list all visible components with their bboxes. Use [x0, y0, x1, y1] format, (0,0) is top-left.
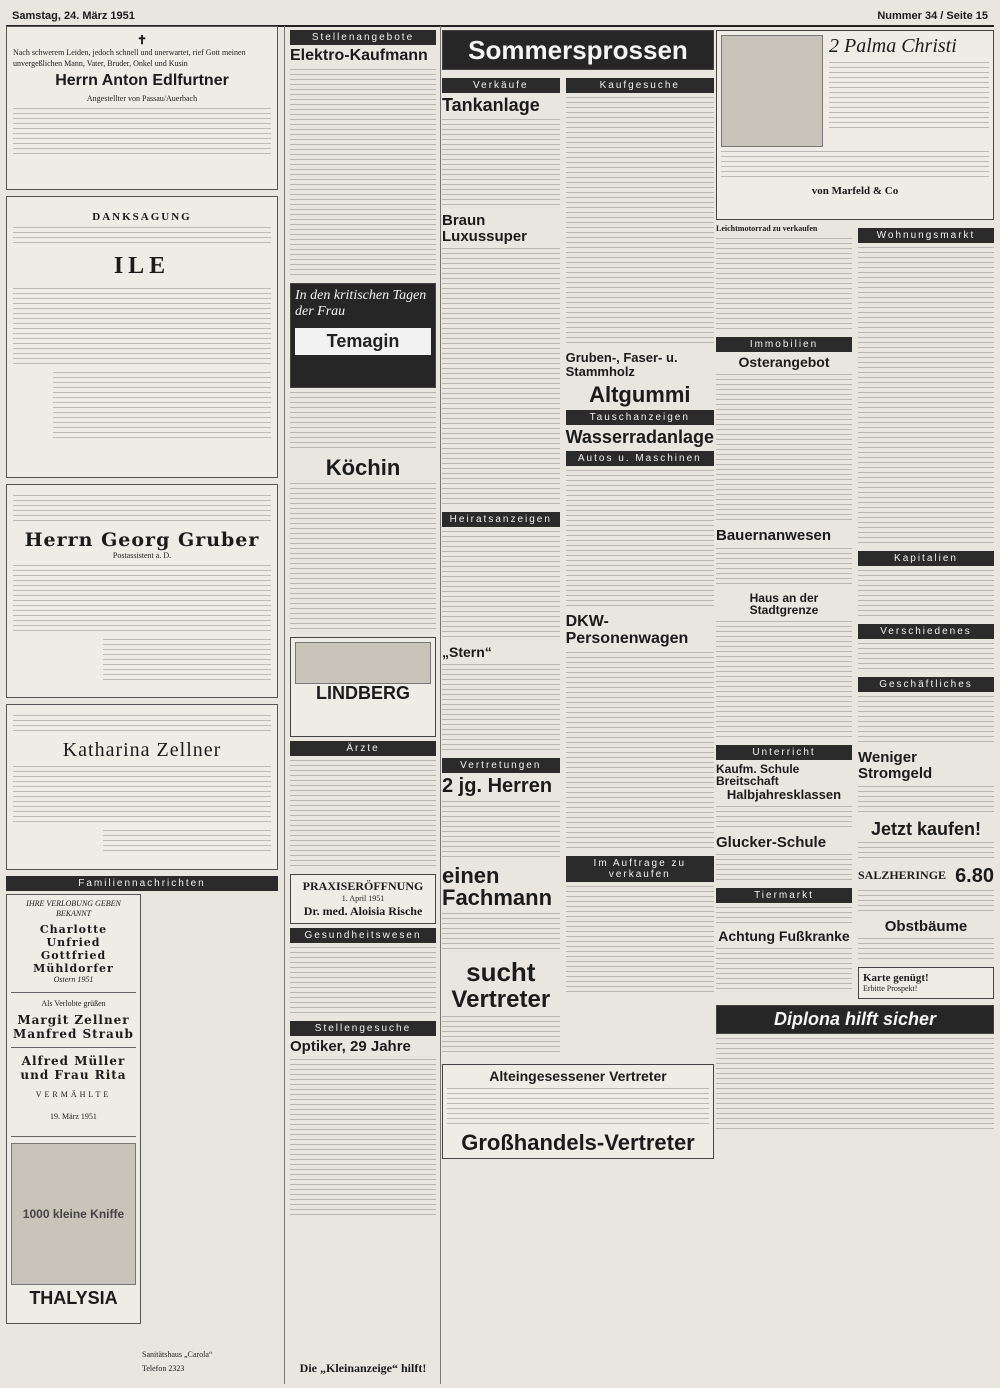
ad-dkw: DKW-Personenwagen	[565, 613, 689, 647]
section-unterricht: Unterricht	[716, 745, 852, 760]
ad-fusskranke: Achtung Fußkranke	[718, 928, 850, 945]
section-geschaeftliches: Geschäftliches	[858, 677, 994, 692]
married-label: VERMÄHLTE	[35, 1089, 112, 1099]
section-tausch: Tauschanzeigen	[566, 410, 714, 425]
text-lines	[716, 374, 852, 524]
ad-leichtmotorrad: Leichtmotorrad zu verkaufen	[716, 224, 818, 233]
couple2a: Margit Zellner	[17, 1012, 130, 1027]
text-lines	[858, 643, 994, 673]
accordion-illustration	[295, 642, 431, 684]
ad-obstbaeume: Obstbäume	[884, 917, 968, 935]
ad-tankanlage: Tankanlage	[442, 95, 540, 115]
text-lines	[103, 830, 271, 855]
couple1a: Charlotte Unfried	[39, 923, 108, 950]
thalysia-shop-name: Sanitätshaus „Carola“	[142, 1349, 213, 1359]
market-row-1	[442, 74, 714, 1060]
text-lines	[716, 548, 852, 588]
text-lines	[721, 151, 989, 181]
engaged-title: IHRE VERLOBUNG GEBEN BEKANNT	[26, 899, 121, 919]
ad-temagin	[290, 283, 436, 388]
thanks-zellner	[6, 704, 278, 870]
karte-sub: Erbitte Prospekt!	[863, 984, 918, 994]
section-stellenangebote: Stellenangebote	[290, 30, 436, 45]
section-kapitalien: Kapitalien	[858, 551, 994, 566]
column-market	[438, 26, 718, 1384]
divider	[11, 992, 136, 993]
text-lines	[829, 62, 989, 132]
text-lines	[858, 696, 994, 746]
ad-luxussuper: Braun Luxussuper	[442, 211, 528, 245]
thanks-gruber	[6, 484, 278, 698]
text-lines	[858, 938, 994, 963]
engaged2: Als Verlobte grüßen	[41, 998, 106, 1008]
ad-ostergebot: Osterangebot	[738, 354, 830, 371]
text-lines	[13, 495, 271, 525]
thanks-name: ILE	[113, 253, 171, 279]
text-lines	[858, 786, 994, 816]
ad-altgummi: Altgummi	[589, 382, 691, 408]
text-lines	[442, 531, 560, 641]
column-jobs	[286, 26, 441, 1384]
col-kaufgesuche	[566, 74, 714, 1060]
text-lines	[447, 1088, 709, 1128]
section-immobilien: Immobilien	[716, 337, 852, 352]
text-lines	[290, 1059, 436, 1219]
ad-praxis	[290, 874, 436, 924]
lindberg-brand: LINDBERG	[316, 682, 410, 703]
section-wohnungsmarkt: Wohnungsmarkt	[858, 228, 994, 243]
market-row-right	[716, 224, 994, 1003]
text-lines	[858, 890, 994, 915]
text-lines	[13, 288, 271, 368]
divider	[11, 1136, 136, 1137]
page-header	[6, 0, 994, 27]
section-autos: Autos u. Maschinen	[566, 451, 714, 466]
text-lines	[13, 565, 271, 635]
thalysia-badge: 1000 kleine Kniffe	[22, 1207, 125, 1222]
palma-title: 2 Palma Christi	[829, 35, 957, 57]
salzheringe-price: 6.80	[955, 864, 994, 887]
text-lines	[858, 247, 994, 547]
ad-glucker: Glucker-Schule	[716, 833, 827, 851]
ad-herren: 2 jg. Herren	[442, 775, 553, 798]
column-obituaries	[6, 26, 285, 1384]
section-gesundheit: Gesundheitswesen	[290, 928, 436, 943]
palma-text	[829, 35, 989, 147]
thanks-zellner-name: Katharina Zellner	[62, 739, 222, 761]
ad-stern: „Stern“	[442, 644, 492, 661]
ad-palma	[716, 30, 994, 220]
couple3a: Alfred Müller	[21, 1053, 126, 1068]
grosshandels-title: Großhandels-Vertreter	[461, 1129, 695, 1155]
thalysia-shop	[142, 1350, 212, 1360]
text-lines	[566, 652, 714, 852]
ad-elektro: Elektro-Kaufmann	[290, 47, 428, 64]
obituary-intro: Nach schwerem Leiden, jedoch schnell und unerwartet, rief Gott meinen unvergeßlichen Mann, Vater, Bruder, Onkel und Kusin	[13, 48, 246, 68]
thalysia-brand: THALYSIA	[29, 1288, 118, 1309]
text-lines	[290, 947, 436, 1017]
divider	[11, 1047, 136, 1048]
text-lines	[290, 483, 436, 633]
section-family: Familiennachrichten	[6, 876, 278, 891]
text-lines	[566, 470, 714, 610]
section-vertretungen: Vertretungen	[442, 758, 560, 773]
text-lines	[716, 621, 852, 741]
text-lines	[442, 913, 560, 953]
header-date: Samstag, 24. März 1951	[12, 10, 135, 22]
ad-jetzt-kaufen: Jetzt kaufen!	[870, 818, 982, 839]
thanks-gruber-role: Postassistent a. D.	[112, 551, 172, 560]
ad-vertreter: Vertreter	[451, 986, 551, 1014]
text-lines	[290, 69, 436, 279]
ad-stromgeld: Weniger Stromgeld	[858, 749, 933, 782]
text-lines	[53, 372, 271, 442]
col-wohnungsmarkt	[858, 224, 994, 1003]
couple3b: und Frau Rita	[20, 1067, 127, 1082]
ad-alteingesessener	[442, 1064, 714, 1159]
temagin-headline: In den kritischen Tagen der Frau	[295, 287, 427, 319]
col-immobilien	[716, 224, 852, 1003]
ad-grubenholz: Gruben-, Faser- u. Stammholz	[565, 350, 678, 379]
alteingesessener-title: Alteingesessener Vertreter	[489, 1068, 667, 1085]
ad-diplona	[716, 1005, 994, 1034]
obituary-name: Herrn Anton Edlfurtner	[55, 71, 229, 89]
ad-sucht: sucht	[466, 957, 536, 988]
diplona-title: Diplona hilft sicher	[773, 1009, 937, 1030]
thanks-title: DANKSAGUNG	[92, 211, 192, 223]
ad-halbjahresklassen: Halbjahresklassen	[726, 787, 842, 803]
text-lines	[716, 238, 852, 333]
ad-karte	[858, 967, 994, 999]
couple1b: Gottfried Mühldorfer	[33, 949, 114, 976]
section-verkaeufe: Verkäufe	[442, 78, 560, 93]
text-lines	[290, 392, 436, 452]
col-verkaeufe	[442, 74, 560, 1060]
karte-title: Karte genügt!	[863, 972, 929, 985]
praxis-date: 1. April 1951	[341, 893, 385, 903]
section-tiermarkt: Tiermarkt	[716, 888, 852, 903]
section-aerzte: Ärzte	[290, 741, 436, 756]
praxis-title: PRAXISERÖFFNUNG	[302, 878, 424, 893]
ad-wasserrad: Wasserradanlage	[565, 427, 714, 448]
section-stellengesuche: Stellengesuche	[290, 1021, 436, 1036]
text-lines	[442, 1016, 560, 1056]
text-lines	[716, 948, 852, 993]
text-lines	[566, 97, 714, 347]
ad-lindberg	[290, 637, 436, 737]
woman-figure-illustration	[11, 1143, 136, 1285]
plant-illustration	[721, 35, 823, 147]
palma-row	[721, 35, 989, 147]
palma-company: von Marfeld & Co	[811, 185, 899, 197]
salzheringe-title: SALZHERINGE	[858, 868, 947, 882]
text-lines	[13, 766, 271, 826]
thanks-gruber-name: Herrn Georg Gruber	[24, 529, 260, 551]
text-lines	[442, 119, 560, 209]
text-lines	[442, 801, 560, 861]
ad-salzheringe	[858, 866, 994, 886]
text-lines	[442, 248, 560, 508]
thalysia-phone: Telefon 2323	[142, 1363, 185, 1373]
text-lines	[858, 570, 994, 620]
couple2b: Manfred Straub	[13, 1026, 134, 1041]
ad-bauernanwesen: Bauernanwesen	[716, 526, 832, 544]
section-kaufgesuche: Kaufgesuche	[566, 78, 714, 93]
text-lines	[290, 760, 436, 870]
column-right	[716, 26, 994, 1384]
obituary-role: Angestellter von Passau/Auerbach	[86, 93, 198, 103]
text-lines	[716, 1038, 994, 1133]
ad-koechin: Köchin	[325, 454, 401, 480]
date1: Ostern 1951	[53, 975, 94, 985]
text-lines	[442, 664, 560, 754]
text-lines	[13, 108, 271, 156]
ad-fachmann: einen Fachmann	[442, 863, 553, 911]
ad-sommersprossen	[442, 30, 714, 70]
text-lines	[103, 639, 271, 684]
text-lines	[716, 854, 852, 884]
section-heirat: Heiratsanzeigen	[442, 512, 560, 527]
text-lines	[716, 806, 852, 831]
header-page: Nummer 34 / Seite 15	[877, 10, 988, 22]
thanks-ile	[6, 196, 278, 478]
text-lines	[566, 886, 714, 996]
text-lines	[13, 227, 271, 245]
obituary-edlfurtner: ✝ Nach schwerem Leiden, jedoch schnell und unerwartet, rief Gott meinen unvergeßlichen Mann, Vater, Bruder, Onkel und Kusin Herrn Anton Edlfurtner Angestellter von Passau/Auerbach	[6, 26, 278, 190]
text-lines	[13, 715, 271, 735]
praxis-doctor: Dr. med. Aloisia Rische	[303, 904, 423, 919]
text-lines	[858, 842, 994, 862]
text-lines	[716, 907, 852, 925]
ad-optiker: Optiker, 29 Jahre	[290, 1038, 411, 1056]
section-verschiedenes: Verschiedenes	[858, 624, 994, 639]
footer-kleinanzeige: Die „Kleinanzeige“ hilft!	[299, 1361, 427, 1375]
date3: 19. März 1951	[50, 1112, 97, 1122]
ad-handelsschule: Kaufm. Schule Breitschaft	[716, 761, 800, 789]
ad-stadtgrenze: Haus an der Stadtgrenze	[749, 590, 819, 618]
section-auftrag: Im Auftrage zu verkaufen	[566, 856, 714, 882]
sommersprossen-title: Sommersprossen	[468, 35, 688, 65]
temagin-brand: Temagin	[295, 328, 431, 355]
family-announcements	[6, 894, 141, 1324]
